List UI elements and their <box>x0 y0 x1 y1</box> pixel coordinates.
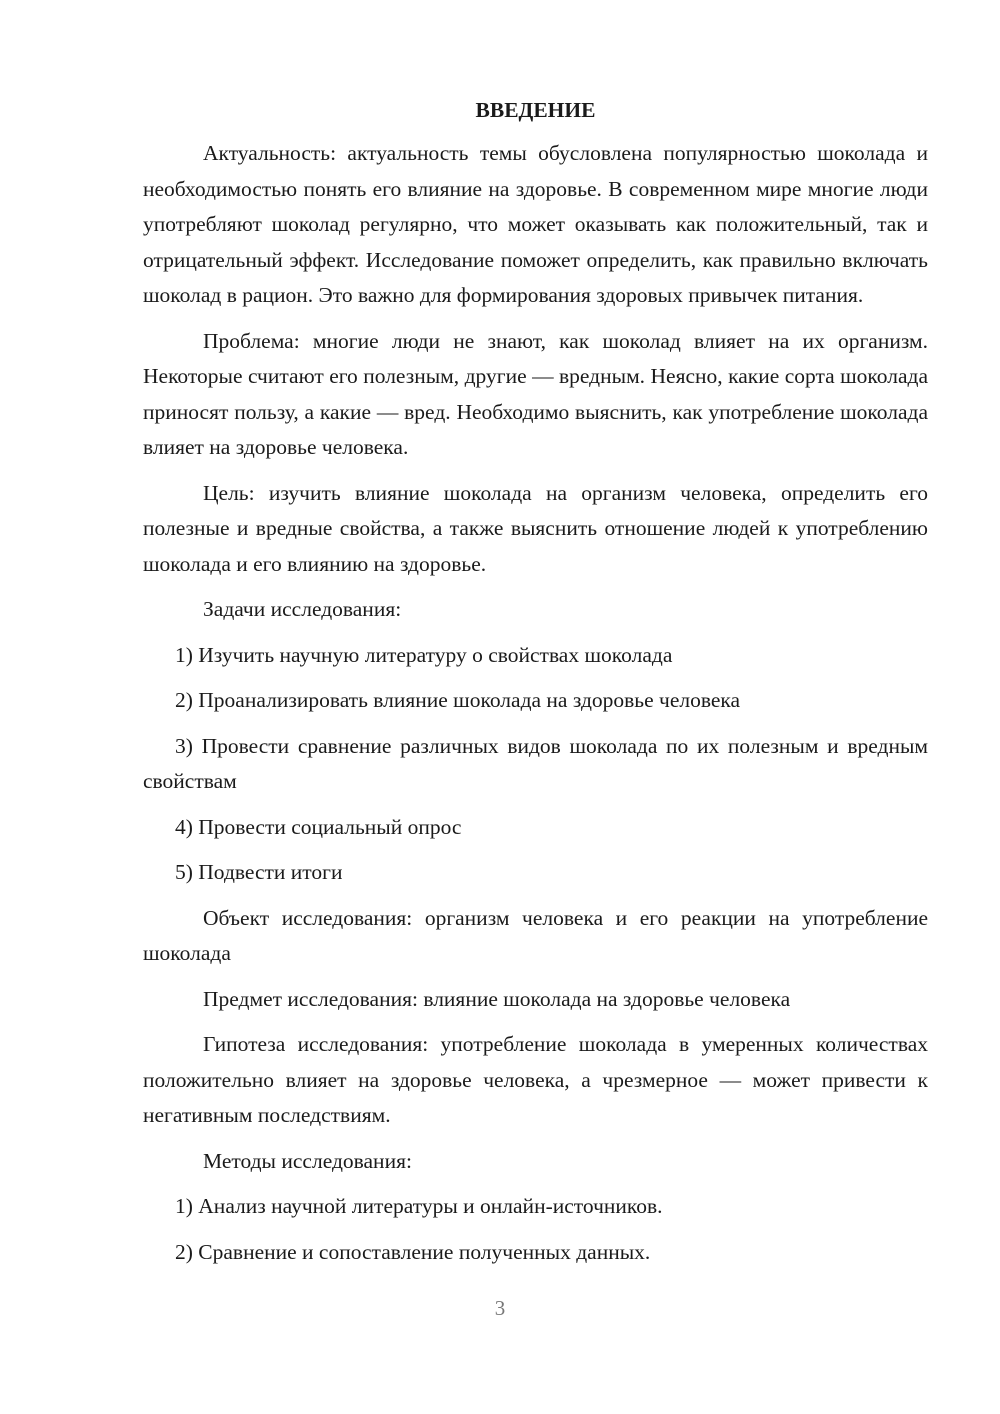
task-item: 2) Проанализировать влияние шоколада на здоровье человека <box>175 688 741 712</box>
hypothesis-paragraph: Гипотеза исследования: употребление шоколада в умеренных количествах положительно влияет на здоровье человека, а чрезмерное — может привести к негативным последствиям. <box>143 1032 928 1127</box>
methods-heading: Методы исследования: <box>203 1148 412 1173</box>
method-item: 2) Сравнение и сопоставление полученных данных. <box>175 1239 651 1264</box>
document-page <box>143 92 928 1280</box>
problem-paragraph: Проблема: многие люди не знают, как шоколад влияет на их организм. Некоторые считают его полезным, другие — вредным. Неясно, какие сорта шоколада приносят пользу, а какие — вред. Необходимо выяснить, как употребление шоколада влияет на здоровье человека. <box>143 328 928 459</box>
page-title: ВВЕДЕНИЕ <box>475 98 596 122</box>
tasks-heading: Задачи исследования: <box>203 597 402 621</box>
method-item: 1) Анализ научной литературы и онлайн-источников. <box>175 1194 663 1218</box>
goal-paragraph: Цель: изучить влияние шоколада на организм человека, определить его полезные и вредные свойства, а также выяснить отношение людей к употреблению шоколада и его влиянию на здоровье. <box>143 480 928 576</box>
task-item: 3) Провести сравнение различных видов шоколада по их полезным и вредным свойствам <box>143 733 928 793</box>
page-number: 3 <box>494 1296 506 1320</box>
task-item: 1) Изучить научную литературу о свойствах шоколада <box>175 642 673 667</box>
task-item: 5) Подвести итоги <box>175 860 343 884</box>
subject-paragraph: Предмет исследования: влияние шоколада на здоровье человека <box>203 986 791 1011</box>
relevance-paragraph: Актуальность: актуальность темы обусловлена популярностью шоколада и необходимостью понять его влияние на здоровье. В современном мире многие люди употребляют шоколад регулярно, что может оказывать как положительный, так и отрицательный эффект. Исследование поможет определить, как правильно включать шоколад в рацион. Это важно для формирования здоровых привычек питания. <box>143 141 928 307</box>
task-item: 4) Провести социальный опрос <box>175 814 462 839</box>
object-paragraph: Объект исследования: организм человека и его реакции на употребление шоколада <box>143 905 928 965</box>
